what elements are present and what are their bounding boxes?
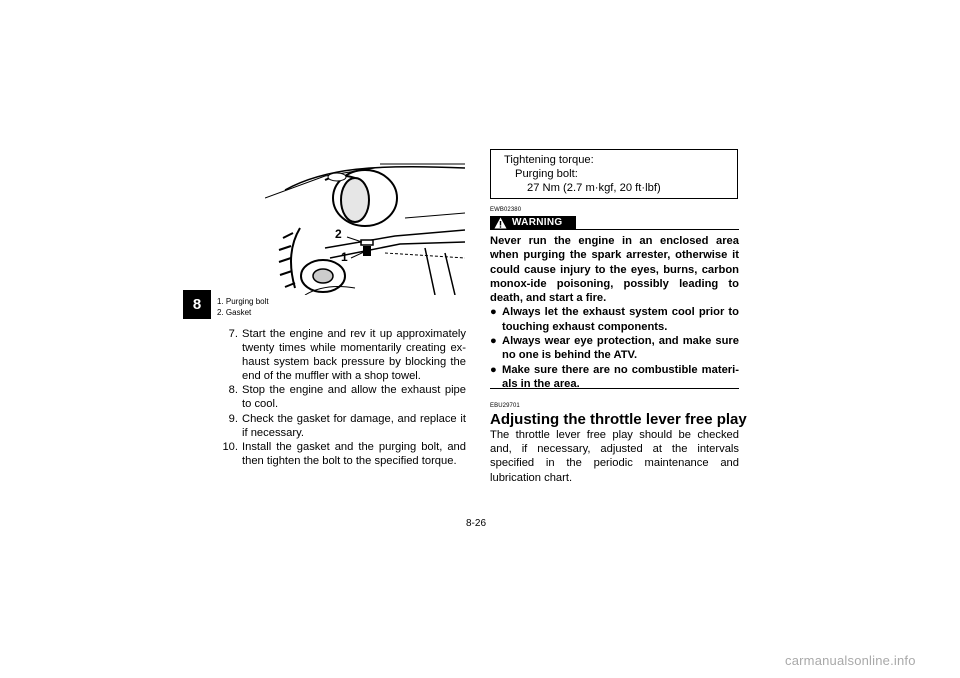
section-body: The throttle lever free play should be checked and, if necessary, adjusted at the intervals specified in the periodic maintenance and lubrication chart. [490,429,739,484]
list-item: ● Make sure there are no combustible materi-als in the area. [490,363,739,390]
list-item: ● Always wear eye protection, and make sure no one is behind the ATV. [490,335,739,362]
figure-caption-2: 2. Gasket [217,308,252,317]
warning-label: WARNING [490,216,576,230]
page-number: 8-26 [466,518,487,529]
chapter-tab: 8 [183,290,211,319]
watermark: carmanualsonline.info [785,653,916,668]
callout-1: 1 [341,250,348,264]
section-code: EBU29701 [490,403,520,409]
torque-heading: Tightening torque: [504,154,594,166]
procedure-steps [216,327,466,468]
list-item: 10. Install the gasket and the purging bolt, and then tighten the bolt to the specified torque. [222,440,466,467]
list-item: 8. Stop the engine and allow the exhaust pipe to cool. [228,384,466,411]
warning-triangle-icon [494,217,507,229]
figure-caption-1: 1. Purging bolt [217,297,269,306]
warning-top-rule [576,229,739,230]
torque-spec-box [490,149,738,199]
list-item: ● Always let the exhaust system cool prior to touching exhaust components. [490,306,739,333]
warning-code: EWB02380 [490,207,522,213]
warning-text [490,234,739,391]
section-title: Adjusting the throttle lever free play [490,411,747,428]
muffler-illustration [265,158,465,295]
list-item: 7. Start the engine and rev it up approximately twenty times while momentarily creating ex-haust system back pressure by blocking the end of the muffler with a shop towel. [228,328,466,383]
warning-intro: Never run the engine in an enclosed area when purging the spark arrester, otherwise it could cause injury to the eyes, burns, carbon monox-ide poisoning, possibly leading to death, and start a fire. [490,235,739,305]
callout-2: 2 [335,227,342,241]
torque-part: Purging bolt: [515,168,578,180]
list-item: 9. Check the gasket for damage, and replace it if necessary. [228,412,466,439]
torque-value: 27 Nm (2.7 m·kgf, 20 ft·lbf) [527,182,661,194]
spark-arrester-figure [265,158,465,295]
warning-bottom-rule [490,388,739,389]
